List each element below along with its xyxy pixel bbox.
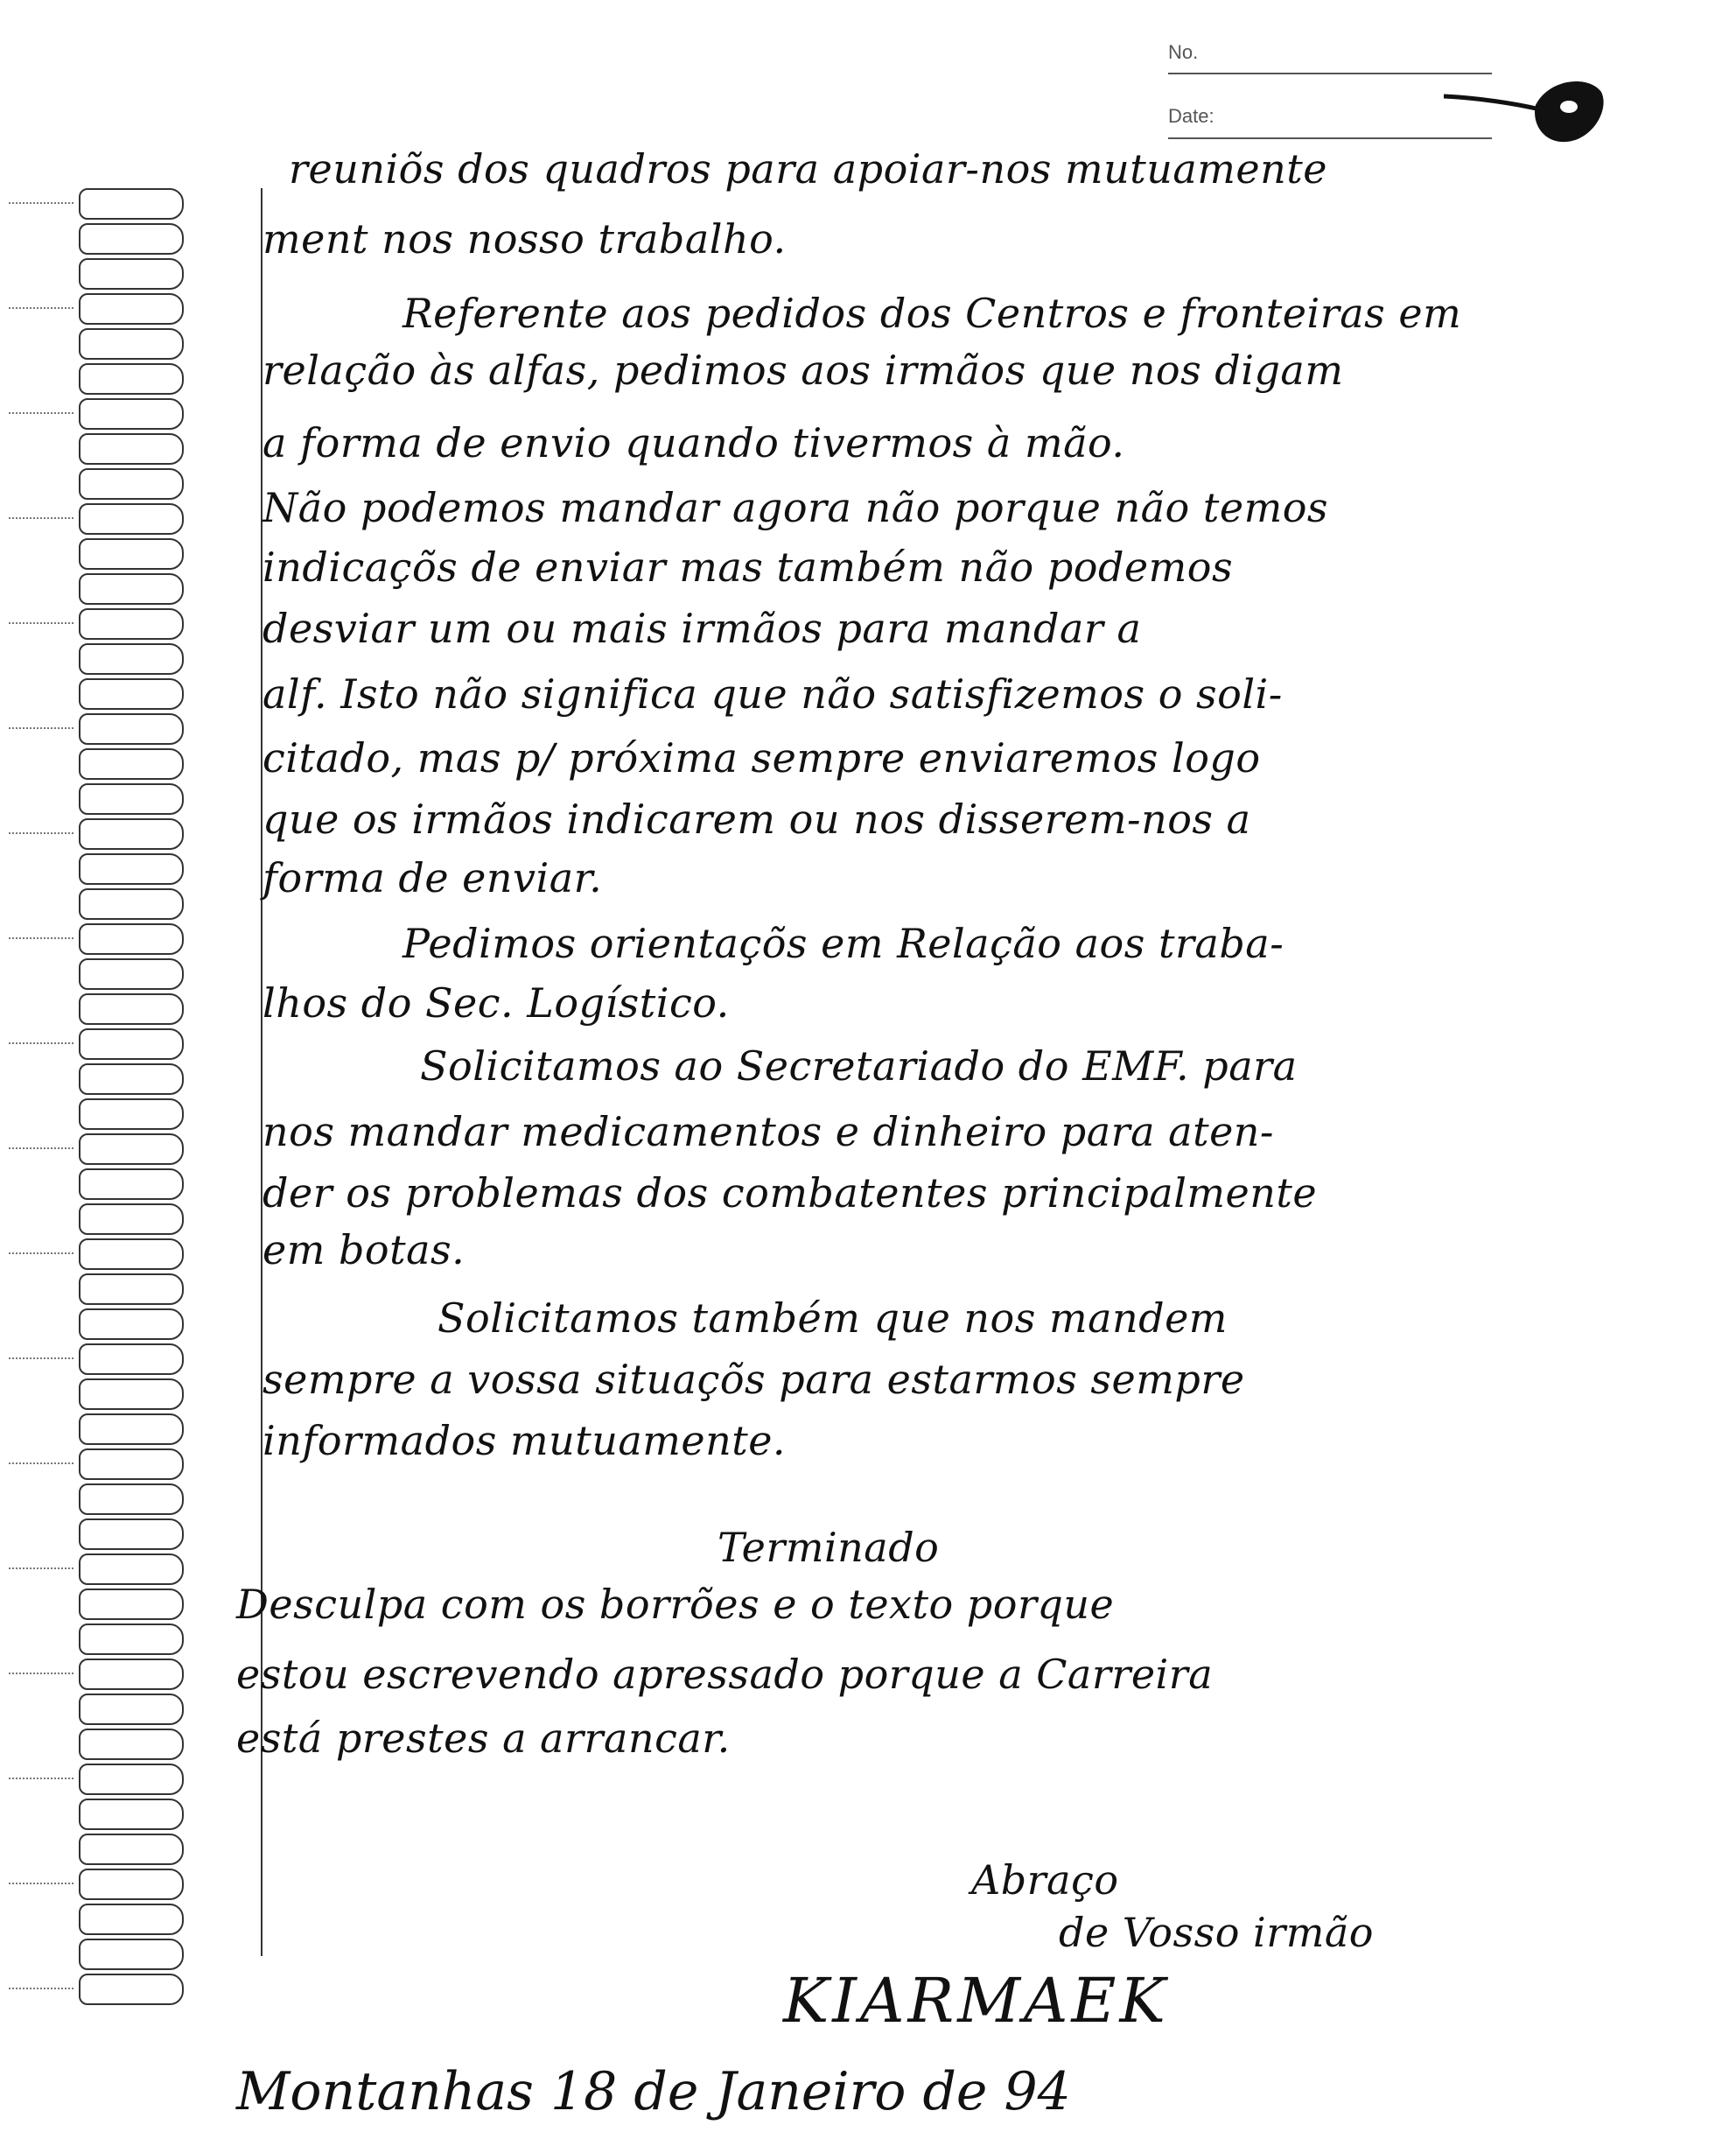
binding-hole (79, 398, 184, 430)
binding-hole (79, 958, 184, 990)
binding-hole (79, 1974, 184, 2005)
binding-dash (9, 307, 74, 309)
binding-hole (79, 1273, 184, 1305)
binding-dash (9, 1252, 74, 1254)
binding-hole (79, 1834, 184, 1865)
place-date: Montanhas 18 de Janeiro de 94 (236, 2061, 1071, 2122)
text-line: Solicitamos ao Secretariado do EMF. para (420, 1042, 1298, 1090)
binding-dash (9, 1778, 74, 1779)
binding-hole (79, 363, 184, 395)
binding-hole (79, 293, 184, 325)
date-label: Date: (1168, 105, 1214, 127)
binding-hole (79, 923, 184, 955)
text-line: Pedimos orientaçõs em Relação aos traba- (402, 920, 1284, 967)
text-line: Solicitamos também que nos mandem (438, 1294, 1228, 1342)
text-line: desviar um ou mais irmãos para mandar a (262, 605, 1142, 652)
binding-hole (79, 258, 184, 290)
binding-hole (79, 888, 184, 920)
binding-dash (9, 1042, 74, 1044)
binding-hole (79, 1624, 184, 1655)
text-line: Referente aos pedidos dos Centros e fronteiras em (402, 290, 1462, 337)
binding-hole (79, 1799, 184, 1830)
binding-hole (79, 1729, 184, 1760)
binding-hole (79, 223, 184, 255)
text-line: Não podemos mandar agora não porque não temos (262, 484, 1329, 531)
from-text: de Vosso irmão (1059, 1909, 1374, 1956)
binding-hole (79, 573, 184, 605)
binding-hole (79, 538, 184, 570)
text-line: em botas. (262, 1226, 466, 1273)
binding-hole (79, 1869, 184, 1900)
binding-dash (9, 1673, 74, 1674)
binding-dash (9, 1357, 74, 1359)
binding-hole (79, 1518, 184, 1550)
binding-dash (9, 622, 74, 624)
text-line: forma de enviar. (262, 854, 603, 901)
binding-dash (9, 1147, 74, 1149)
binding-dash (9, 1988, 74, 1989)
text-line: que os irmãos indicarem ou nos disserem-nos a (262, 796, 1251, 843)
binding-hole (79, 328, 184, 360)
apology-line: Desculpa com os borrões e o texto porque (236, 1581, 1115, 1628)
binding-hole (79, 853, 184, 885)
text-line: informados mutuamente. (262, 1417, 787, 1464)
binding-hole (79, 1448, 184, 1480)
ink-blot (1444, 70, 1606, 149)
binding-hole (79, 1904, 184, 1935)
binding-hole (79, 783, 184, 815)
binding-hole (79, 1343, 184, 1375)
binding-dash (9, 1567, 74, 1569)
binding-hole (79, 1659, 184, 1690)
text-line: indicaçõs de enviar mas também não podemos (262, 544, 1234, 591)
binding-hole (79, 1694, 184, 1725)
text-line: nos mandar medicamentos e dinheiro para aten- (262, 1108, 1274, 1155)
spiral-binding (79, 188, 201, 2009)
binding-dash (9, 412, 74, 414)
binding-hole (79, 188, 184, 220)
binding-dash (9, 517, 74, 519)
binding-hole (79, 1168, 184, 1200)
text-line: ment nos nosso trabalho. (262, 215, 787, 263)
binding-dash (9, 1883, 74, 1884)
binding-hole (79, 1133, 184, 1165)
binding-hole (79, 1939, 184, 1970)
binding-hole (79, 993, 184, 1025)
no-label: No. (1168, 41, 1199, 63)
binding-hole (79, 503, 184, 535)
binding-dash (9, 832, 74, 834)
text-line: sempre a vossa situaçõs para estarmos sempre (262, 1356, 1245, 1403)
apology-line: estou escrevendo apressado porque a Carreira (236, 1651, 1214, 1698)
binding-dash (9, 1462, 74, 1464)
binding-hole (79, 748, 184, 780)
binding-hole (79, 1588, 184, 1620)
binding-hole (79, 1378, 184, 1410)
apology-line: está prestes a arrancar. (236, 1715, 731, 1762)
binding-dash (9, 202, 74, 204)
binding-hole (79, 433, 184, 465)
binding-hole (79, 1238, 184, 1270)
binding-hole (79, 1098, 184, 1130)
binding-hole (79, 468, 184, 500)
binding-hole (79, 713, 184, 745)
text-line: reuniõs dos quadros para apoiar-nos mutuamente (289, 145, 1327, 193)
signature: KIARMAEK (783, 1965, 1169, 2037)
text-line: der os problemas dos combatentes principalmente (262, 1169, 1318, 1217)
text-line: lhos do Sec. Logístico. (262, 979, 730, 1027)
binding-hole (79, 1483, 184, 1515)
abraco-text: Abraço (971, 1856, 1119, 1904)
terminado-text: Terminado (718, 1524, 940, 1571)
text-line: citado, mas p/ próxima sempre enviaremos logo (262, 734, 1261, 782)
text-line: a forma de envio quando tivermos à mão. (262, 419, 1125, 466)
binding-hole (79, 1063, 184, 1095)
text-line: relação às alfas, pedimos aos irmãos que nos digam (262, 347, 1344, 394)
binding-hole (79, 1553, 184, 1585)
binding-hole (79, 1028, 184, 1060)
binding-hole (79, 608, 184, 640)
binding-hole (79, 1308, 184, 1340)
binding-dash (9, 937, 74, 939)
binding-hole (79, 1764, 184, 1795)
binding-hole (79, 818, 184, 850)
binding-hole (79, 643, 184, 675)
text-line: alf. Isto não significa que não satisfizemos o soli- (262, 670, 1283, 718)
binding-dash (9, 727, 74, 729)
binding-hole (79, 1413, 184, 1445)
binding-hole (79, 1203, 184, 1235)
binding-hole (79, 678, 184, 710)
